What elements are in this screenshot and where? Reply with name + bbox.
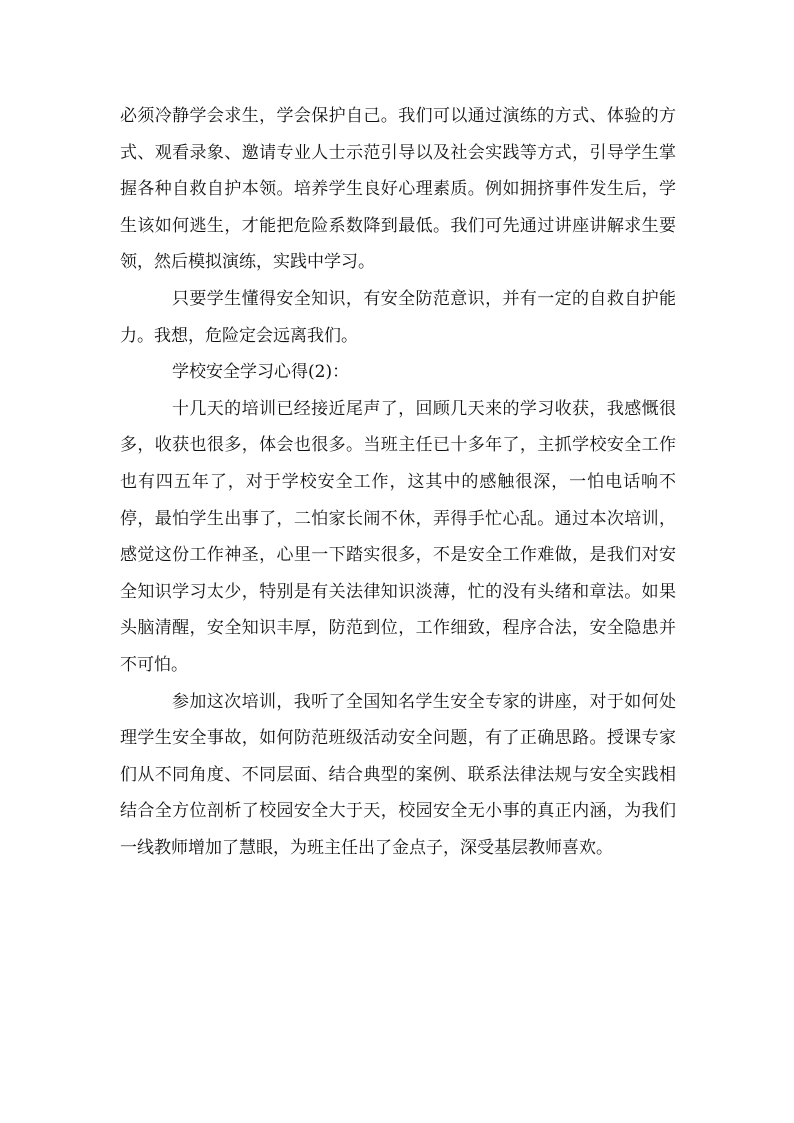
- paragraph-safety-awareness: 只要学生懂得安全知识，有安全防范意识，并有一定的自救自护能力。我想，危险定会远离我们。: [120, 288, 676, 346]
- paragraph-training-reflection: 十几天的培训已经接近尾声了，回顾几天来的学习收获，我感慨很多，收获也很多，体会也很多。当班主任已十多年了，主抓学校安全工作也有四五年了，对于学校安全工作，这其中的感触很深，一怕电话响不停，最怕学生出事了，二怕家长闹不休，弄得手忙心乱。通过本次培训，感觉这份工作神圣，心里一下踏实很多，不是安全工作难做，是我们对安全知识学习太少，特别是有关法律知识淡薄，忙的没有头绪和章法。如果头脑清醒，安全知识丰厚，防范到位，工作细致，程序合法，安全隐患并不可怕。: [120, 398, 676, 675]
- paragraph-self-rescue-methods: 必须冷静学会求生，学会保护自己。我们可以通过演练的方式、体验的方式、观看录象、邀请专业人士示范引导以及社会实践等方式，引导学生掌握各种自救自护本领。培养学生良好心理素质。例如拥挤事件发生后，学生该如何逃生，才能把危险系数降到最低。我们可先通过讲座讲解求生要领，然后模拟演练，实践中学习。: [120, 106, 676, 273]
- paragraph-expert-lecture: 参加这次培训，我听了全国知名学生安全专家的讲座，对于如何处理学生安全事故，如何防范班级活动安全问题，有了正确思路。授课专家们从不同角度、不同层面、结合典型的案例、联系法律法规与安全实践相结合全方位剖析了校园安全大于天，校园安全无小事的真正内涵，为我们一线教师增加了慧眼，为班主任出了金点子，深受基层教师喜欢。: [120, 691, 676, 858]
- document-body: [120, 98, 676, 866]
- section-heading-study-notes-2: 学校安全学习心得(2)：: [172, 362, 350, 383]
